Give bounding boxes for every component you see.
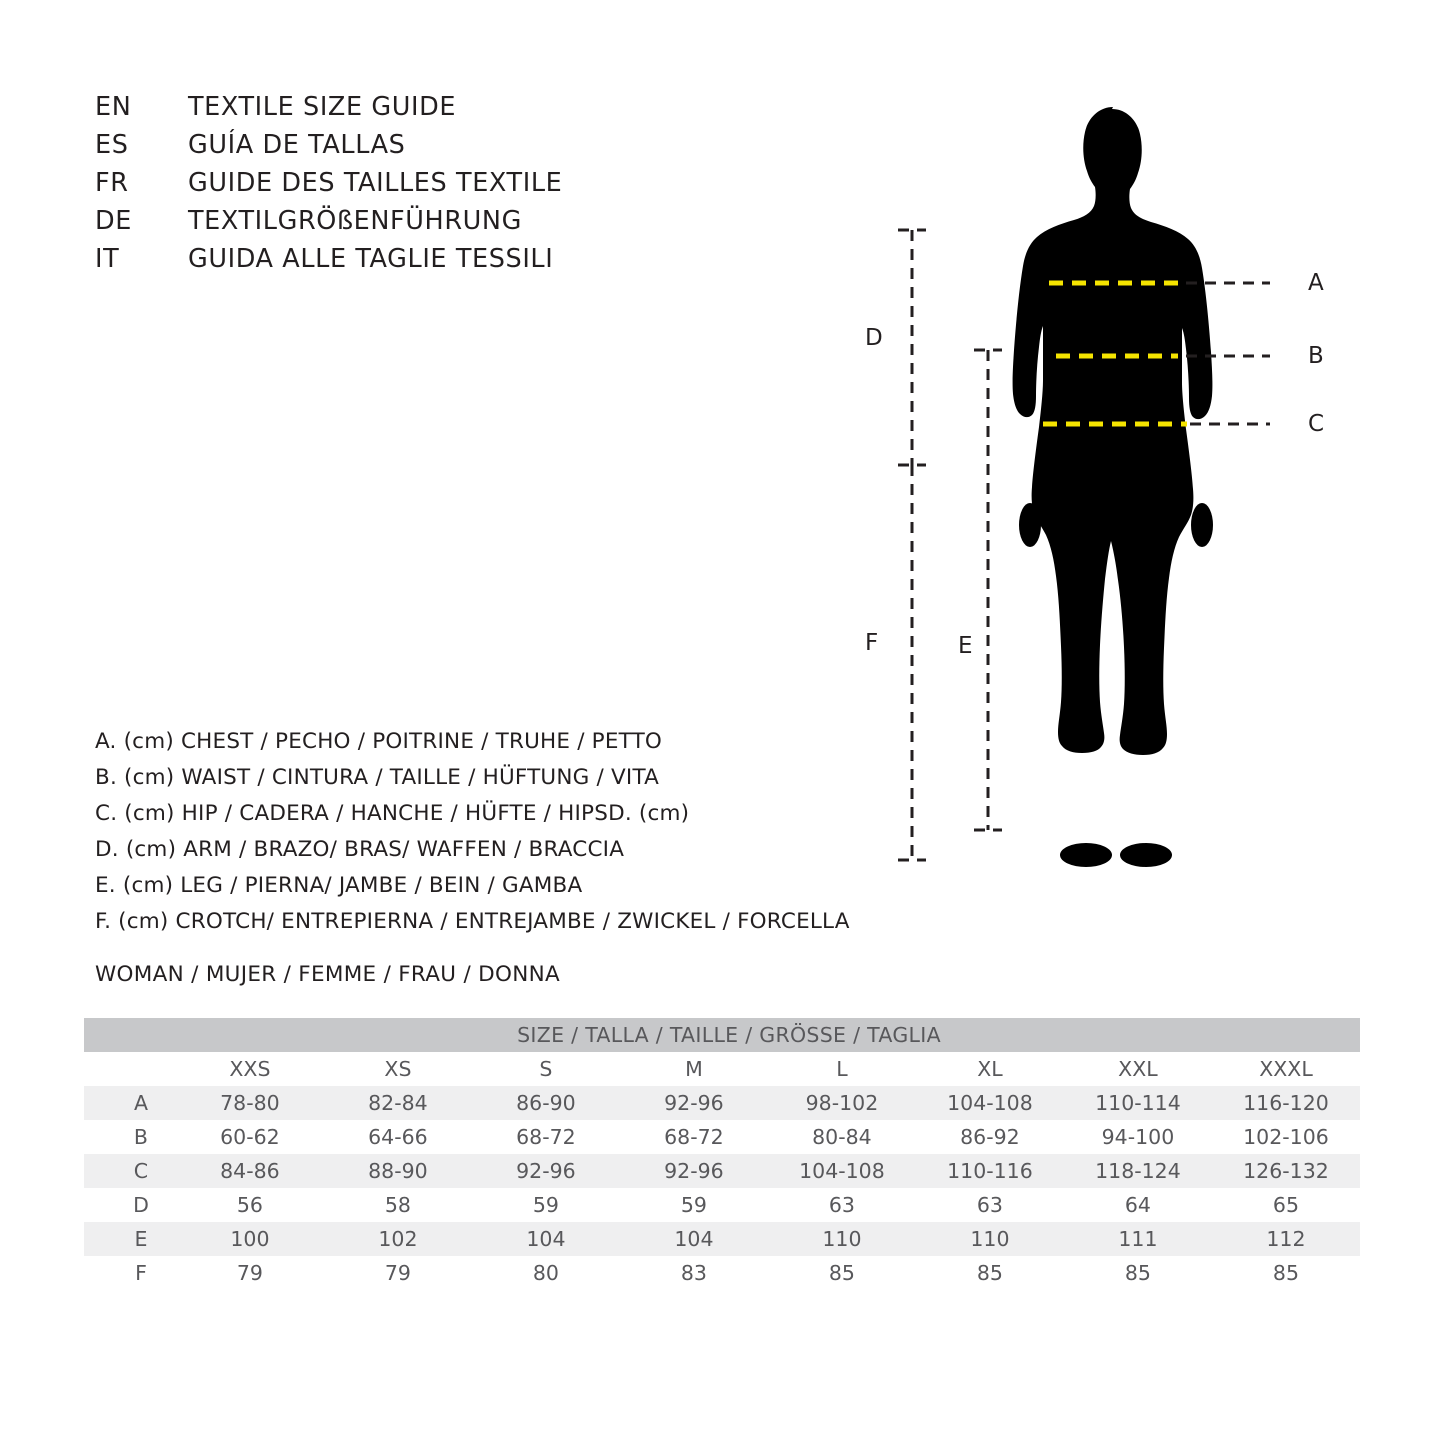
- cell-e-xs: 102: [378, 1227, 418, 1251]
- table-row: [84, 1120, 1360, 1154]
- cell-d-s: 59: [532, 1193, 559, 1217]
- cell-a-l: 98-102: [805, 1091, 879, 1115]
- cell-b-s: 68-72: [516, 1125, 576, 1149]
- title-block: [95, 92, 715, 282]
- legend-item-c: C. (cm) HIP / CADERA / HANCHE / HÜFTE / HIPSD. (cm): [95, 801, 690, 826]
- title-lang-fr: FR: [95, 168, 129, 198]
- header-xxxl: XXXL: [1212, 1052, 1360, 1086]
- row-label-b: B: [133, 1125, 148, 1149]
- title-row-en: [95, 92, 715, 130]
- cell-d-xs: 58: [384, 1193, 411, 1217]
- body-measurement-diagram: [830, 55, 1390, 915]
- table-row: [84, 1256, 1360, 1290]
- title-row-it: [95, 244, 715, 282]
- woman-silhouette-icon: [1013, 107, 1213, 867]
- leg-bracket: [974, 350, 1002, 830]
- cell-e-xxxl: 112: [1266, 1227, 1306, 1251]
- cell-a-xxs: 78-80: [220, 1091, 280, 1115]
- callout-c: C: [1308, 411, 1325, 437]
- header-l: L: [768, 1052, 916, 1086]
- cell-b-m: 68-72: [664, 1125, 724, 1149]
- size-table-wrapper: [84, 1018, 1360, 1290]
- bracket-d-label: D: [865, 325, 883, 351]
- table-row: [84, 1154, 1360, 1188]
- cell-c-l: 104-108: [799, 1159, 885, 1183]
- row-label-c: C: [133, 1159, 149, 1183]
- size-table: [84, 1018, 1360, 1290]
- cell-b-xxs: 60-62: [220, 1125, 280, 1149]
- legend-item-d: D. (cm) ARM / BRAZO/ BRAS/ WAFFEN / BRACCIA: [95, 837, 625, 862]
- callout-b: B: [1308, 343, 1324, 369]
- row-label-d: D: [133, 1193, 149, 1217]
- callout-a: A: [1308, 270, 1324, 296]
- cell-a-xs: 82-84: [368, 1091, 428, 1115]
- cell-f-xs: 79: [384, 1261, 411, 1285]
- cell-b-xxl: 94-100: [1101, 1125, 1175, 1149]
- size-table-title-row: [84, 1018, 1360, 1052]
- header-m: M: [620, 1052, 768, 1086]
- cell-e-l: 110: [822, 1227, 862, 1251]
- cell-a-s: 86-90: [516, 1091, 576, 1115]
- cell-b-xxxl: 102-106: [1243, 1125, 1329, 1149]
- cell-c-xxxl: 126-132: [1243, 1159, 1329, 1183]
- title-lang-en: EN: [95, 92, 132, 122]
- legend-item-e: E. (cm) LEG / PIERNA/ JAMBE / BEIN / GAMBA: [95, 873, 583, 898]
- title-text-de: TEXTILGRÖßENFÜHRUNG: [188, 206, 522, 236]
- cell-f-xxs: 79: [236, 1261, 263, 1285]
- title-lang-de: DE: [95, 206, 132, 236]
- cell-d-xl: 63: [976, 1193, 1003, 1217]
- cell-f-xxl: 85: [1124, 1261, 1151, 1285]
- header-xxs: XXS: [176, 1052, 324, 1086]
- title-text-es: GUÍA DE TALLAS: [188, 130, 406, 160]
- bracket-e-label: E: [958, 633, 973, 659]
- cell-a-xl: 104-108: [947, 1091, 1033, 1115]
- row-label-f: F: [135, 1261, 147, 1285]
- cell-f-xl: 85: [976, 1261, 1003, 1285]
- table-row: [84, 1222, 1360, 1256]
- size-table-title: SIZE / TALLA / TAILLE / GRÖSSE / TAGLIA: [84, 1018, 1360, 1052]
- cell-c-s: 92-96: [516, 1159, 576, 1183]
- cell-a-m: 92-96: [664, 1091, 724, 1115]
- cell-b-l: 80-84: [812, 1125, 872, 1149]
- cell-f-xxxl: 85: [1272, 1261, 1300, 1285]
- cell-c-xl: 110-116: [947, 1159, 1033, 1183]
- gender-label: WOMAN / MUJER / FEMME / FRAU / DONNA: [95, 962, 560, 987]
- header-xl: XL: [916, 1052, 1064, 1086]
- row-label-e: E: [134, 1227, 148, 1251]
- title-text-en: TEXTILE SIZE GUIDE: [188, 92, 457, 122]
- cell-e-xxs: 100: [230, 1227, 270, 1251]
- cell-c-m: 92-96: [664, 1159, 724, 1183]
- cell-e-s: 104: [526, 1227, 566, 1251]
- header-xs: XS: [324, 1052, 472, 1086]
- cell-a-xxl: 110-114: [1095, 1091, 1181, 1115]
- cell-d-xxxl: 65: [1272, 1193, 1300, 1217]
- cell-f-l: 85: [828, 1261, 855, 1285]
- title-text-it: GUIDA ALLE TAGLIE TESSILI: [188, 244, 554, 274]
- title-row-fr: [95, 168, 715, 206]
- row-label-a: A: [133, 1091, 148, 1115]
- cell-b-xs: 64-66: [368, 1125, 428, 1149]
- title-text-fr: GUIDE DES TAILLES TEXTILE: [188, 168, 563, 198]
- cell-e-m: 104: [674, 1227, 714, 1251]
- cell-c-xxl: 118-124: [1095, 1159, 1181, 1183]
- cell-d-l: 63: [828, 1193, 855, 1217]
- table-row: [84, 1188, 1360, 1222]
- title-lang-it: IT: [95, 244, 120, 274]
- cell-f-m: 83: [680, 1261, 707, 1285]
- cell-d-xxs: 56: [236, 1193, 263, 1217]
- cell-d-m: 59: [680, 1193, 707, 1217]
- cell-a-xxxl: 116-120: [1243, 1091, 1329, 1115]
- header-blank: [84, 1052, 176, 1086]
- size-table-header-row: [84, 1052, 1360, 1086]
- cell-e-xl: 110: [970, 1227, 1010, 1251]
- legend-item-a: A. (cm) CHEST / PECHO / POITRINE / TRUHE / PETTO: [95, 729, 663, 754]
- title-lang-es: ES: [95, 130, 129, 160]
- table-row: [84, 1086, 1360, 1120]
- cell-b-xl: 86-92: [960, 1125, 1020, 1149]
- legend-item-f: F. (cm) CROTCH/ ENTREPIERNA / ENTREJAMBE / ZWICKEL / FORCELLA: [95, 909, 850, 934]
- header-xxl: XXL: [1064, 1052, 1212, 1086]
- bracket-f-label: F: [865, 630, 879, 656]
- cell-c-xs: 88-90: [368, 1159, 428, 1183]
- title-row-es: [95, 130, 715, 168]
- cell-e-xxl: 111: [1118, 1227, 1158, 1251]
- cell-d-xxl: 64: [1124, 1193, 1151, 1217]
- cell-c-xxs: 84-86: [220, 1159, 280, 1183]
- arm-bracket: [898, 230, 926, 465]
- title-row-de: [95, 206, 715, 244]
- legend-item-b: B. (cm) WAIST / CINTURA / TAILLE / HÜFTUNG / VITA: [95, 765, 660, 790]
- cell-f-s: 80: [532, 1261, 559, 1285]
- legend-block: [95, 724, 905, 940]
- header-s: S: [472, 1052, 620, 1086]
